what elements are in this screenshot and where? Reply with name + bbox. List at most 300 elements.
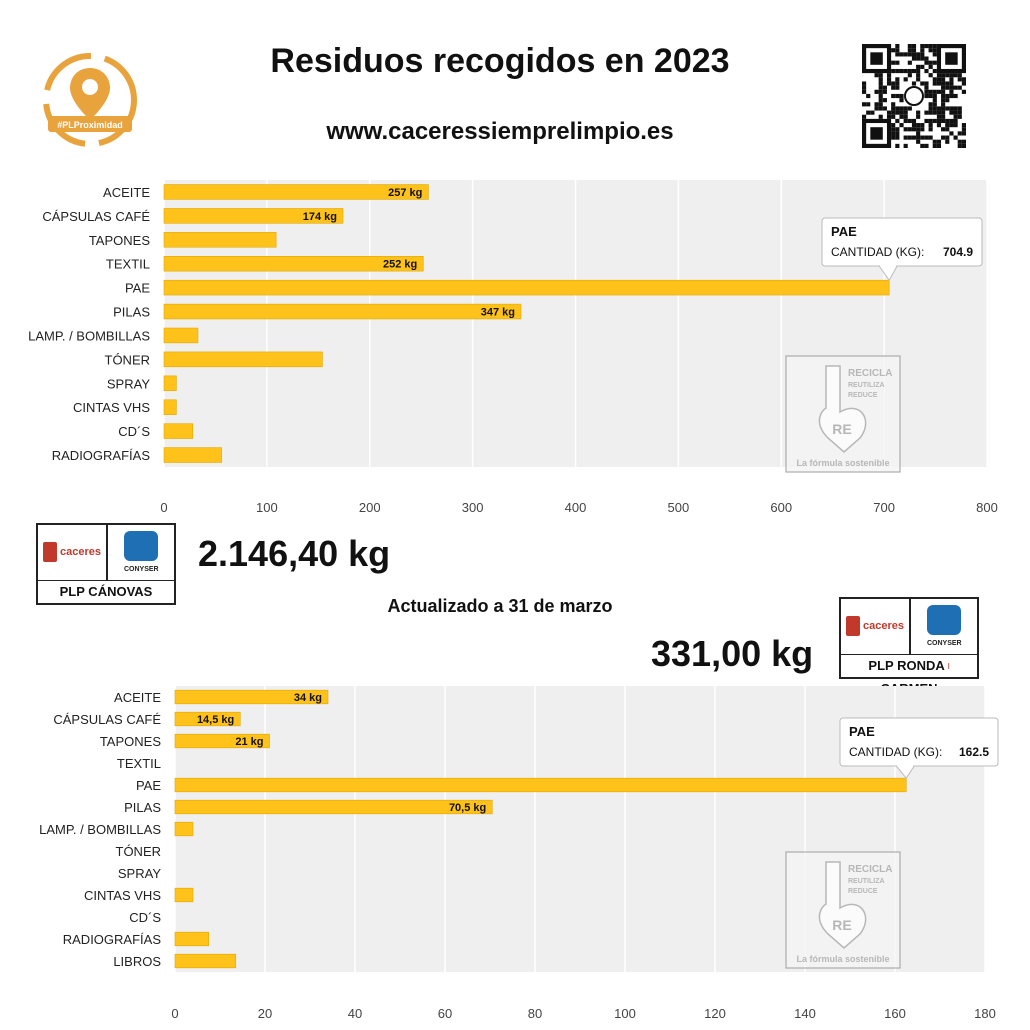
bar xyxy=(164,400,176,415)
brand-box-ronda-carmen xyxy=(839,597,979,679)
qr-module xyxy=(941,127,945,131)
bar xyxy=(175,888,193,902)
watermark xyxy=(786,356,900,472)
qr-module xyxy=(904,136,908,140)
qr-module xyxy=(958,77,962,81)
bar xyxy=(164,448,222,463)
watermark-text: REUTILIZA xyxy=(848,382,885,389)
qr-module xyxy=(908,44,912,48)
qr-module xyxy=(891,48,895,52)
qr-module xyxy=(933,61,937,65)
qr-module xyxy=(895,48,899,52)
qr-module xyxy=(941,119,945,123)
qr-module xyxy=(929,90,933,94)
qr-module xyxy=(916,77,920,81)
qr-module xyxy=(883,90,887,94)
qr-module xyxy=(933,119,937,123)
qr-module xyxy=(945,136,949,140)
qr-module xyxy=(941,102,945,106)
x-tick-label: 600 xyxy=(770,500,793,515)
qr-module xyxy=(874,106,878,110)
page-title: Residuos recogidos en 2023 xyxy=(270,42,730,80)
qr-module xyxy=(924,90,928,94)
qr-module xyxy=(954,111,958,115)
qr-module xyxy=(933,77,937,81)
bar xyxy=(164,232,276,247)
conyser-logo-icon xyxy=(927,605,961,635)
qr-center-pin-icon xyxy=(905,87,923,105)
qr-module xyxy=(954,86,958,90)
qr-module xyxy=(912,69,916,73)
qr-module xyxy=(962,127,966,131)
city-name: caceres xyxy=(863,620,904,632)
qr-module xyxy=(954,123,958,127)
x-tick-label: 100 xyxy=(256,500,278,515)
qr-module xyxy=(891,94,895,98)
qr-finder-center xyxy=(870,127,882,139)
qr-module xyxy=(908,119,912,123)
bar xyxy=(175,822,193,836)
x-tick-label: 0 xyxy=(160,500,168,515)
qr-module xyxy=(962,131,966,135)
qr-module xyxy=(929,44,933,48)
total-canovas: 2.146,40 kg xyxy=(198,533,391,574)
x-tick-label: 0 xyxy=(171,1006,179,1021)
website-link[interactable]: www.caceressiemprelimpio.es xyxy=(326,118,674,145)
qr-module xyxy=(949,119,953,123)
qr-module xyxy=(891,102,895,106)
qr-module xyxy=(891,111,895,115)
qr-module xyxy=(916,56,920,60)
qr-module xyxy=(945,73,949,77)
qr-module xyxy=(958,140,962,144)
qr-module xyxy=(962,90,966,94)
qr-module xyxy=(895,69,899,73)
qr-module xyxy=(954,73,958,77)
category-label: LAMP. / BOMBILLAS xyxy=(39,822,161,837)
category-label: SPRAY xyxy=(117,866,161,881)
bar-data-label: 21 kg xyxy=(235,736,264,748)
qr-module xyxy=(904,77,908,81)
qr-module xyxy=(904,119,908,123)
qr-module xyxy=(933,69,937,73)
qr-module xyxy=(904,69,908,73)
x-tick-label: 140 xyxy=(794,1006,816,1021)
watermark-text: REUTILIZA xyxy=(848,878,885,885)
watermark-text: REDUCE xyxy=(848,392,878,399)
qr-module xyxy=(874,90,878,94)
qr-module xyxy=(937,90,941,94)
x-tick-label: 160 xyxy=(884,1006,906,1021)
qr-module xyxy=(879,106,883,110)
qr-module xyxy=(941,73,945,77)
x-tick-label: 100 xyxy=(614,1006,636,1021)
qr-module xyxy=(895,61,899,65)
qr-module xyxy=(945,106,949,110)
qr-module xyxy=(895,131,899,135)
watermark xyxy=(786,852,900,968)
qr-module xyxy=(904,144,908,148)
qr-module xyxy=(895,52,899,56)
qr-module xyxy=(937,81,941,85)
qr-module xyxy=(945,127,949,131)
x-tick-label: 700 xyxy=(873,500,895,515)
category-label: CÁPSULAS CAFÉ xyxy=(42,208,150,224)
qr-module xyxy=(941,90,945,94)
category-label: PAE xyxy=(135,778,161,793)
tooltip-title: PAE xyxy=(831,224,857,239)
qr-module xyxy=(895,77,899,81)
watermark-text: RECICLA xyxy=(848,864,893,875)
qr-module xyxy=(945,94,949,98)
qr-module xyxy=(887,111,891,115)
qr-module xyxy=(920,48,924,52)
x-tick-label: 40 xyxy=(347,1006,363,1021)
qr-module xyxy=(908,127,912,131)
plp-caption: PLP CÁNOVAS xyxy=(59,584,153,599)
qr-module xyxy=(887,81,891,85)
qr-module xyxy=(945,140,949,144)
watermark-slogan: La fórmula sostenible xyxy=(796,458,890,468)
qr-module xyxy=(958,86,962,90)
qr-module xyxy=(945,86,949,90)
category-label: CD´S xyxy=(118,424,150,440)
qr-module xyxy=(937,115,941,119)
qr-module xyxy=(929,48,933,52)
category-label: RADIOGRAFÍAS xyxy=(51,448,150,464)
qr-module xyxy=(949,73,953,77)
qr-module xyxy=(891,106,895,110)
qr-module xyxy=(912,123,916,127)
bar-data-label: 34 kg xyxy=(293,692,322,704)
qr-module xyxy=(879,86,883,90)
qr-module xyxy=(883,106,887,110)
qr-module xyxy=(924,86,928,90)
qr-module xyxy=(879,102,883,106)
qr-module xyxy=(949,90,953,94)
qr-module xyxy=(954,94,958,98)
x-tick-label: 200 xyxy=(358,500,381,515)
qr-module xyxy=(954,136,958,140)
qr-module xyxy=(929,65,933,69)
qr-module xyxy=(899,69,903,73)
qr-module xyxy=(945,119,949,123)
tooltip-pointer-cover xyxy=(897,764,913,767)
qr-module xyxy=(879,90,883,94)
qr-module xyxy=(891,123,895,127)
logo-text: #PLProximidad xyxy=(57,120,123,130)
qr-module xyxy=(941,98,945,102)
qr-module xyxy=(916,111,920,115)
qr-module xyxy=(937,123,941,127)
x-tick-label: 400 xyxy=(564,500,587,515)
qr-module xyxy=(912,56,916,60)
qr-module xyxy=(933,111,937,115)
qr-module xyxy=(916,127,920,131)
bar-data-label: 174 kg xyxy=(302,210,338,223)
qr-module xyxy=(916,73,920,77)
qr-module xyxy=(891,115,895,119)
bar xyxy=(164,376,176,391)
qr-module xyxy=(933,90,937,94)
x-tick-label: 800 xyxy=(976,500,998,515)
qr-module xyxy=(954,119,958,123)
plp-caption xyxy=(841,655,977,677)
qr-module xyxy=(937,73,941,77)
qr-module xyxy=(937,140,941,144)
bar xyxy=(175,954,236,968)
qr-module xyxy=(929,119,933,123)
qr-module xyxy=(891,127,895,131)
qr-module xyxy=(920,65,924,69)
qr-module xyxy=(929,61,933,65)
bar-data-label: 14,5 kg xyxy=(196,714,235,726)
qr-module xyxy=(945,98,949,102)
qr-module xyxy=(916,123,920,127)
qr-finder-center xyxy=(945,52,957,64)
qr-module xyxy=(929,94,933,98)
qr-module xyxy=(924,44,928,48)
qr-module xyxy=(933,98,937,102)
qr-module xyxy=(920,136,924,140)
qr-module xyxy=(862,115,866,119)
qr-module xyxy=(920,56,924,60)
qr-module xyxy=(908,136,912,140)
category-label: TEXTIL xyxy=(116,756,161,771)
qr-module xyxy=(908,73,912,77)
qr-module xyxy=(920,44,924,48)
qr-module xyxy=(937,77,941,81)
qr-module xyxy=(949,81,953,85)
qr-module xyxy=(941,77,945,81)
qr-module xyxy=(908,61,912,65)
qr-module xyxy=(866,102,870,106)
qr-module xyxy=(962,77,966,81)
qr-module xyxy=(920,123,924,127)
qr-module xyxy=(862,90,866,94)
qr-module xyxy=(937,144,941,148)
qr-module xyxy=(895,81,899,85)
qr-module xyxy=(933,94,937,98)
qr-module xyxy=(912,136,916,140)
qr-module xyxy=(941,106,945,110)
qr-module xyxy=(891,81,895,85)
category-label: CD´S xyxy=(129,910,161,925)
qr-module xyxy=(954,106,958,110)
tooltip-value: 162.5 xyxy=(958,745,989,759)
x-tick-label: 80 xyxy=(527,1006,543,1021)
qr-module xyxy=(904,52,908,56)
watermark-text: REDUCE xyxy=(848,888,878,895)
x-tick-label: 500 xyxy=(667,500,690,515)
qr-module xyxy=(949,86,953,90)
qr-module xyxy=(924,56,928,60)
qr-module xyxy=(929,73,933,77)
qr-module xyxy=(891,136,895,140)
qr-module xyxy=(941,115,945,119)
qr-code-icon xyxy=(862,44,966,148)
category-label: PILAS xyxy=(124,800,161,815)
tooltip-label: CANTIDAD (KG): xyxy=(831,245,925,259)
qr-module xyxy=(879,98,883,102)
qr-module xyxy=(895,111,899,115)
qr-module xyxy=(941,86,945,90)
x-tick-label: 60 xyxy=(437,1006,453,1021)
chart-plp-canovas xyxy=(0,170,1030,520)
caption-separator: | xyxy=(947,663,950,670)
qr-module xyxy=(912,44,916,48)
bar xyxy=(164,328,198,343)
qr-module xyxy=(962,140,966,144)
tooltip-pointer-cover xyxy=(880,264,896,267)
category-label: TÓNER xyxy=(104,352,150,368)
qr-module xyxy=(962,123,966,127)
category-label: CINTAS VHS xyxy=(83,888,161,903)
bar xyxy=(164,304,521,319)
category-label: ACEITE xyxy=(114,690,161,705)
qr-module xyxy=(941,94,945,98)
qr-module xyxy=(908,48,912,52)
bar-data-label: 347 kg xyxy=(480,306,515,319)
bar-data-label: 252 kg xyxy=(382,258,418,271)
qr-module xyxy=(937,119,941,123)
tooltip-title: PAE xyxy=(849,724,875,739)
qr-module xyxy=(924,136,928,140)
qr-module xyxy=(899,106,903,110)
x-tick-label: 300 xyxy=(461,500,484,515)
qr-module xyxy=(891,86,895,90)
category-label: TEXTIL xyxy=(105,256,150,272)
qr-module xyxy=(949,94,953,98)
qr-module xyxy=(933,144,937,148)
qr-module xyxy=(908,52,912,56)
qr-module xyxy=(908,69,912,73)
qr-module xyxy=(862,102,866,106)
qr-module xyxy=(958,73,962,77)
category-label: TAPONES xyxy=(99,734,161,749)
qr-module xyxy=(937,111,941,115)
qr-module xyxy=(874,102,878,106)
company-name: CONYSER xyxy=(927,640,962,647)
qr-module xyxy=(912,48,916,52)
conyser-logo-icon xyxy=(124,531,158,561)
qr-module xyxy=(887,73,891,77)
category-label: RADIOGRAFÍAS xyxy=(62,932,161,947)
qr-module xyxy=(941,136,945,140)
qr-module xyxy=(924,69,928,73)
qr-module xyxy=(924,119,928,123)
caption-left: PLP RONDA xyxy=(868,658,945,673)
qr-module xyxy=(866,111,870,115)
qr-module xyxy=(891,69,895,73)
qr-module xyxy=(924,144,928,148)
total-ronda-carmen: 331,00 kg xyxy=(651,633,814,674)
qr-module xyxy=(895,44,899,48)
qr-module xyxy=(908,106,912,110)
qr-module xyxy=(862,86,866,90)
qr-code[interactable] xyxy=(862,44,966,148)
qr-module xyxy=(879,73,883,77)
watermark-slogan: La fórmula sostenible xyxy=(796,954,890,964)
qr-module xyxy=(945,81,949,85)
category-label: SPRAY xyxy=(106,376,150,392)
qr-module xyxy=(866,94,870,98)
qr-module xyxy=(887,115,891,119)
qr-module xyxy=(929,127,933,131)
qr-module xyxy=(920,81,924,85)
tooltip-value: 704.9 xyxy=(942,245,973,259)
x-tick-label: 20 xyxy=(257,1006,273,1021)
qr-module xyxy=(899,94,903,98)
qr-module xyxy=(895,144,899,148)
qr-module xyxy=(895,127,899,131)
company-name: CONYSER xyxy=(124,566,159,573)
watermark-badge: RE xyxy=(832,421,852,437)
qr-module xyxy=(962,144,966,148)
x-tick-label: 180 xyxy=(974,1006,996,1021)
qr-module xyxy=(883,86,887,90)
caceres-crest-icon xyxy=(846,616,860,636)
chart-plp-ronda-carmen xyxy=(0,680,1030,1025)
qr-module xyxy=(920,127,924,131)
qr-module xyxy=(933,44,937,48)
qr-module xyxy=(891,131,895,135)
qr-module xyxy=(879,115,883,119)
category-label: PILAS xyxy=(113,304,150,320)
qr-module xyxy=(870,111,874,115)
qr-module xyxy=(904,115,908,119)
qr-module xyxy=(899,111,903,115)
qr-module xyxy=(904,111,908,115)
qr-module xyxy=(912,81,916,85)
qr-module xyxy=(899,123,903,127)
qr-module xyxy=(958,115,962,119)
bar-data-label: 70,5 kg xyxy=(448,802,487,814)
qr-module xyxy=(895,136,899,140)
qr-module xyxy=(879,81,883,85)
qr-module xyxy=(895,86,899,90)
qr-module xyxy=(958,131,962,135)
qr-module xyxy=(924,111,928,115)
qr-module xyxy=(949,77,953,81)
bar xyxy=(164,280,889,295)
category-label: LIBROS xyxy=(113,954,161,969)
watermark-text: RECICLA xyxy=(848,368,893,379)
category-label: LAMP. / BOMBILLAS xyxy=(28,328,150,344)
qr-module xyxy=(929,102,933,106)
qr-module xyxy=(933,140,937,144)
qr-module xyxy=(933,48,937,52)
category-label: TÓNER xyxy=(115,844,161,859)
bar xyxy=(164,352,322,367)
qr-module xyxy=(916,140,920,144)
qr-module xyxy=(933,52,937,56)
qr-module xyxy=(949,123,953,127)
qr-module xyxy=(929,123,933,127)
qr-module xyxy=(962,81,966,85)
qr-module xyxy=(887,77,891,81)
qr-module xyxy=(933,106,937,110)
qr-module xyxy=(899,52,903,56)
bar-data-label: 257 kg xyxy=(388,186,423,199)
qr-module xyxy=(958,106,962,110)
watermark-badge: RE xyxy=(832,917,852,933)
qr-module xyxy=(916,65,920,69)
category-label: PAE xyxy=(124,280,150,296)
qr-module xyxy=(945,123,949,127)
qr-module xyxy=(899,115,903,119)
qr-module xyxy=(924,81,928,85)
